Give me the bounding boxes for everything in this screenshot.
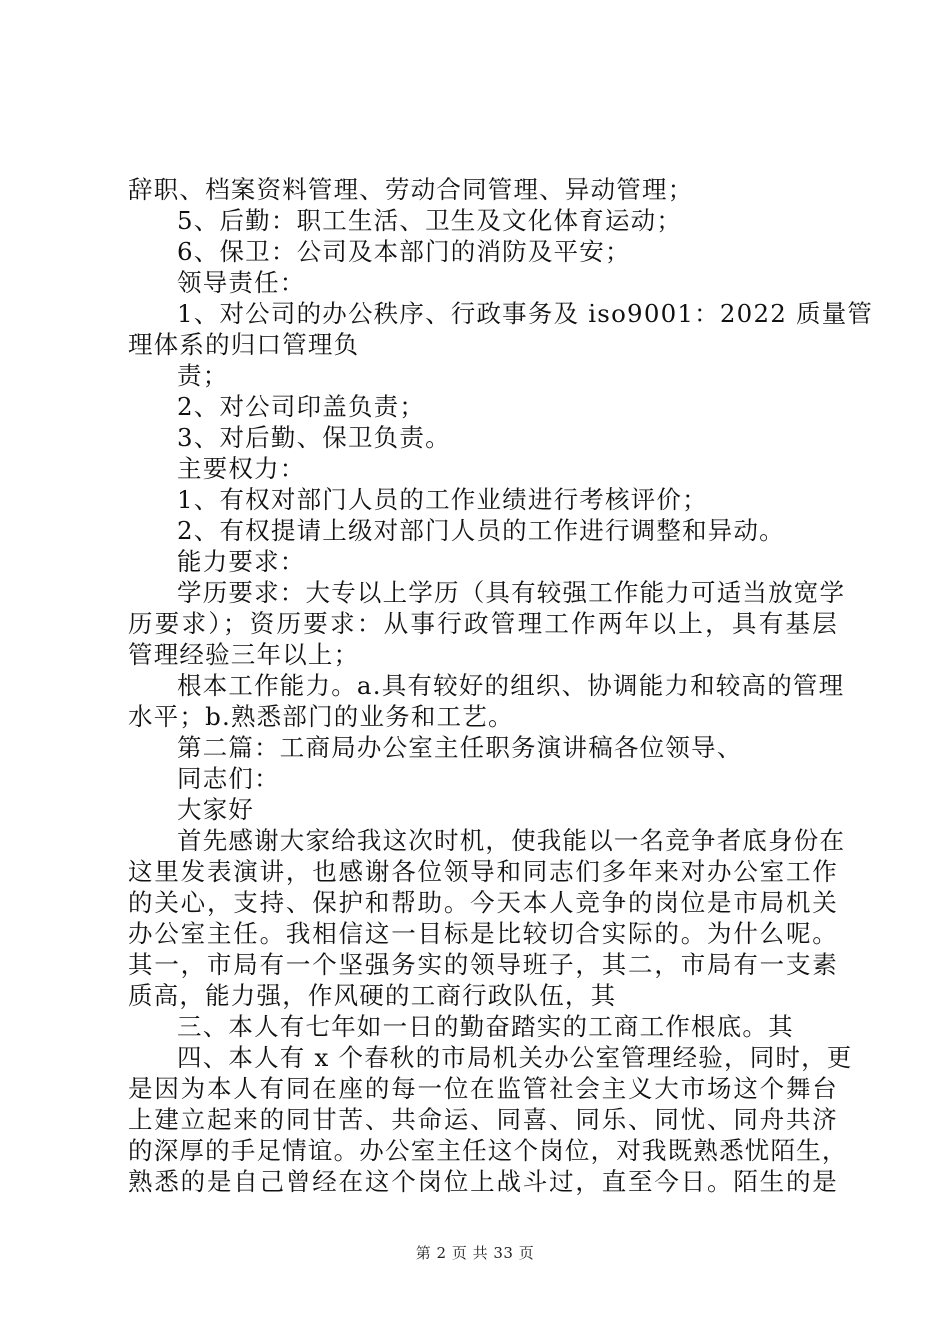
text-line: 主要权力： xyxy=(177,454,306,483)
text-line: 这里发表演讲，也感谢各位领导和同志们多年来对办公室工作 xyxy=(128,857,838,886)
text-line: 同志们： xyxy=(177,764,280,793)
text-line: 上建立起来的同甘苦、共命运、同喜、同乐、同忧、同舟共济 xyxy=(128,1105,838,1134)
text-line: 2、对公司印盖负责； xyxy=(177,392,426,421)
text-line: 质高，能力强，作风硬的工商行政队伍，其 xyxy=(128,981,617,1010)
text-line: 能力要求： xyxy=(177,547,306,576)
text-line: 是因为本人有同在座的每一位在监管社会主义大市场这个舞台 xyxy=(128,1074,838,1103)
text-line: 责； xyxy=(177,361,229,390)
text-line: 首先感谢大家给我这次时机，使我能以一名竞争者底身份在 xyxy=(177,826,846,855)
text-line: 辞职、档案资料管理、劳动合同管理、异动管理； xyxy=(128,175,694,204)
text-line: 大家好 xyxy=(177,795,255,824)
text-line: 1、对公司的办公秩序、行政事务及 iso9001：2022 质量管 xyxy=(177,299,874,328)
text-line: 6、保卫：公司及本部门的消防及平安； xyxy=(177,237,631,266)
text-line: 水平；b.熟悉部门的业务和工艺。 xyxy=(128,702,514,731)
text-line: 1、有权对部门人员的工作业绩进行考核评价； xyxy=(177,485,708,514)
text-line: 的深厚的手足情谊。办公室主任这个岗位，对我既熟悉忧陌生， xyxy=(128,1136,848,1165)
text-line: 历要求）；资历要求：从事行政管理工作两年以上，具有基层 xyxy=(128,609,838,638)
text-line: 熟悉的是自己曾经在这个岗位上战斗过，直至今日。陌生的是 xyxy=(128,1167,838,1196)
text-line: 四、本人有 x 个春秋的市局机关办公室管理经验，同时，更 xyxy=(177,1043,853,1072)
text-line: 根本工作能力。a.具有较好的组织、协调能力和较高的管理 xyxy=(177,671,845,700)
text-line: 领导责任： xyxy=(177,268,306,297)
text-line: 第二篇：工商局办公室主任职务演讲稿各位领导、 xyxy=(177,733,743,762)
text-line: 三、本人有七年如一日的勤奋踏实的工商工作根底。其 xyxy=(177,1012,794,1041)
text-line: 5、后勤：职工生活、卫生及文化体育运动； xyxy=(177,206,683,235)
text-line: 办公室主任。我相信这一目标是比较切合实际的。为什么呢。 xyxy=(128,919,838,948)
text-line: 其一，市局有一个坚强务实的领导班子，其二，市局有一支素 xyxy=(128,950,838,979)
text-line: 理体系的归口管理负 xyxy=(128,330,360,359)
page-footer: 第 2 页 共 33 页 xyxy=(415,1244,535,1262)
text-line: 学历要求：大专以上学历（具有较强工作能力可适当放宽学 xyxy=(177,578,846,607)
text-line: 的关心，支持、保护和帮助。今天本人竞争的岗位是市局机关 xyxy=(128,888,838,917)
text-line: 管理经验三年以上； xyxy=(128,640,360,669)
text-line: 2、有权提请上级对部门人员的工作进行调整和异动。 xyxy=(177,516,785,545)
text-line: 3、对后勤、保卫负责。 xyxy=(177,423,451,452)
document-body xyxy=(128,174,874,1197)
